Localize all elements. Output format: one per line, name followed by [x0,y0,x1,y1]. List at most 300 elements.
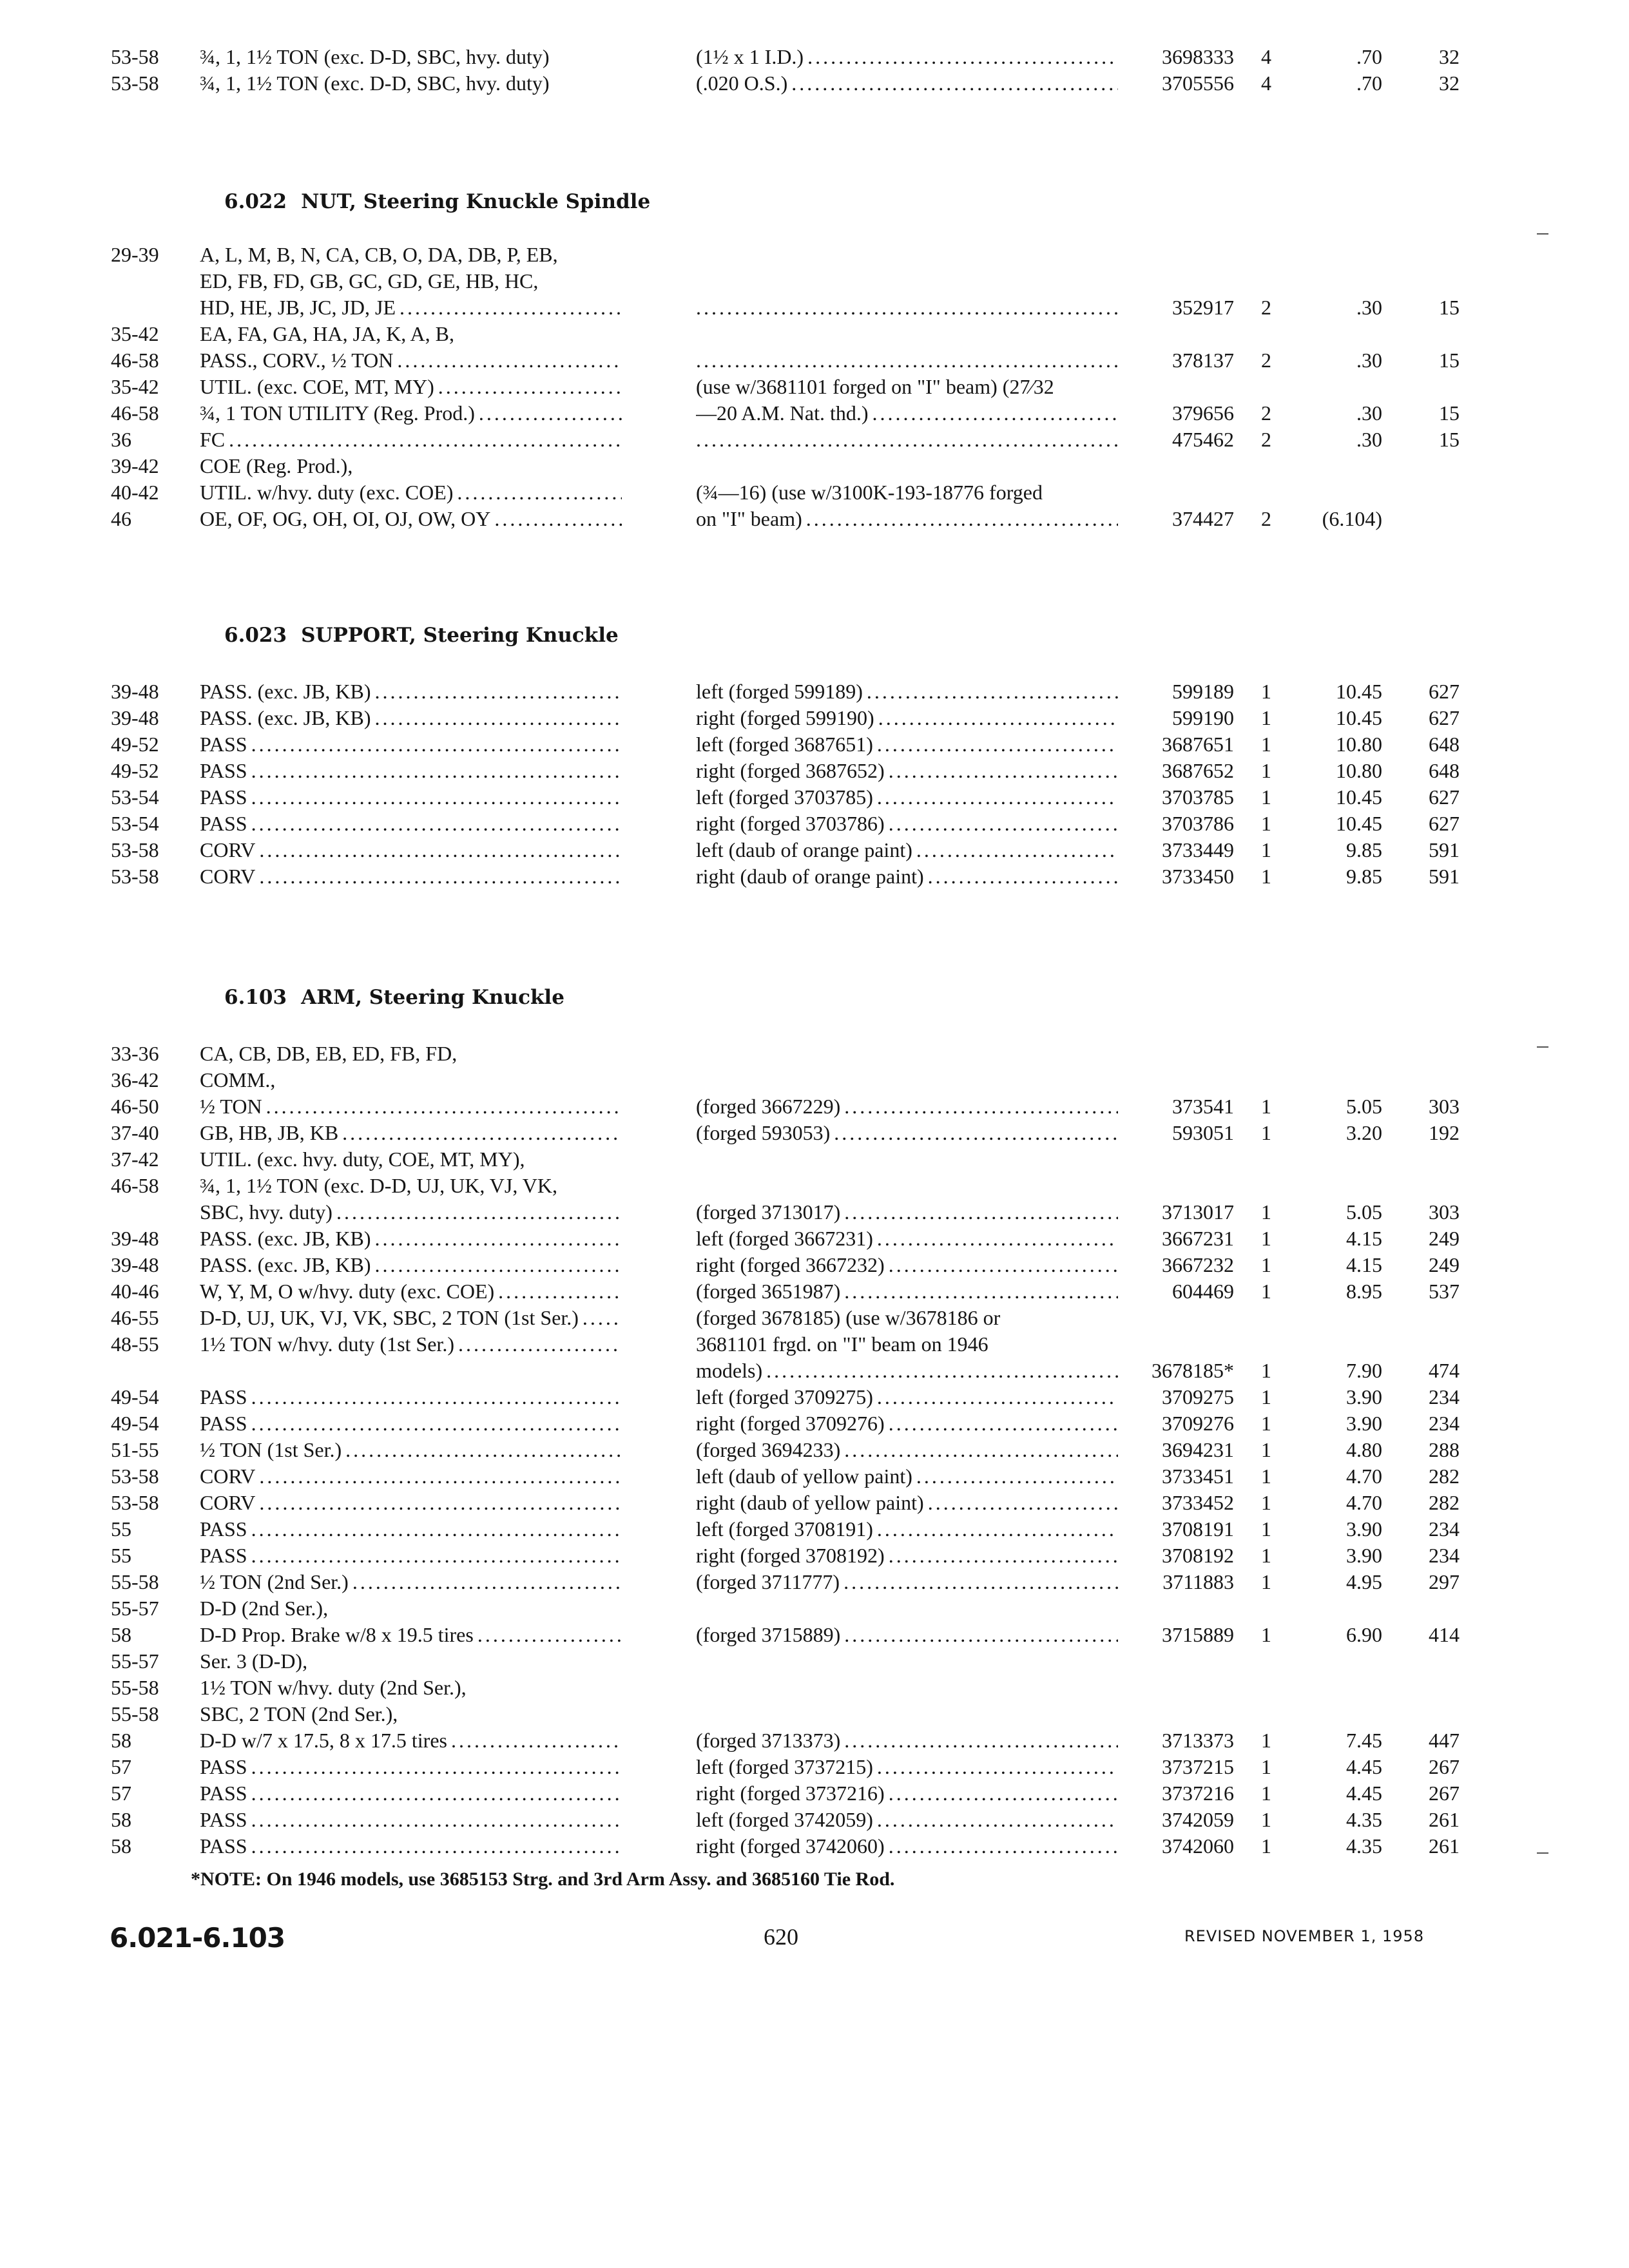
remarks-cell: right (forged 3703786) . . . [696,811,1118,837]
years-cell: 51-55 [111,1438,159,1461]
remarks-cell: (¾—16) (use w/3100K-193-18776 forged [696,481,1043,504]
part-number-cell: 3713373 [1162,1729,1234,1752]
years-cell: 39-42 [111,454,159,477]
model-cell: SBC, 2 TON (2nd Ser.), [200,1702,398,1725]
quantity-cell: 1 [1261,706,1271,729]
years-cell: 39-48 [111,680,159,703]
years-cell: 37-40 [111,1121,159,1144]
table-row [0,44,1629,70]
years-cell: 46 [111,507,131,530]
remarks-cell [696,294,1118,321]
quantity-cell: 1 [1261,1782,1271,1805]
model-cell: ¾, 1, 1½ TON (exc. D-D, UJ, UK, VJ, VK, [200,1174,557,1197]
model-cell: CORV . . . [200,837,622,863]
weight-cell: 414 [1429,1623,1460,1646]
model-cell: ¾, 1, 1½ TON (exc. D-D, SBC, hvy. duty) [200,72,550,95]
price-cell: 3.90 [1346,1385,1382,1408]
model-cell: PASS . . . [200,1516,622,1542]
weight-cell: 15 [1439,349,1460,372]
remarks-cell: (forged 3715889) . . . [696,1622,1118,1648]
weight-cell: 234 [1429,1412,1460,1435]
price-cell: 5.05 [1346,1200,1382,1224]
table-row [0,268,1629,294]
remarks-cell: —20 A.M. Nat. thd.) . . . [696,400,1118,427]
part-number-cell: 599190 [1172,706,1234,729]
part-number-cell: 604469 [1172,1280,1234,1303]
weight-cell: 261 [1429,1834,1460,1858]
years-cell: 55-57 [111,1649,159,1673]
part-number-cell: 3687651 [1162,733,1234,756]
weight-cell: 32 [1439,45,1460,68]
table-row [0,1278,1629,1305]
part-number-cell: 3703785 [1162,785,1234,809]
model-cell: ¾, 1 TON UTILITY (Reg. Prod.) . . . [200,400,622,427]
remarks-cell [696,347,1118,374]
model-cell: UTIL. (exc. COE, MT, MY) . . . [200,374,622,400]
part-number-cell: 593051 [1172,1121,1234,1144]
remarks-cell: (1½ x 1 I.D.) . . . [696,44,1118,70]
quantity-cell: 1 [1261,1412,1271,1435]
table-row [0,1173,1629,1199]
price-cell: 9.85 [1346,865,1382,888]
table-row [0,1675,1629,1701]
table-row [0,1437,1629,1463]
section-heading-6-023 [224,624,619,647]
remarks-cell: left (daub of orange paint) . . . [696,837,1118,863]
years-cell: 53-58 [111,865,159,888]
quantity-cell: 1 [1261,1438,1271,1461]
remarks-cell: left (forged 3737215) . . . [696,1754,1118,1780]
table-row [0,1516,1629,1542]
model-cell: COE (Reg. Prod.), [200,454,353,477]
price-cell: 7.45 [1346,1729,1382,1752]
model-cell: ¾, 1, 1½ TON (exc. D-D, SBC, hvy. duty) [200,45,550,68]
remarks-cell: right (forged 3709276) . . . [696,1410,1118,1437]
part-number-cell: 3742059 [1162,1808,1234,1831]
table-row [0,506,1629,532]
model-cell: D-D Prop. Brake w/8 x 19.5 tires . . . [200,1622,622,1648]
table-row [0,1542,1629,1569]
part-number-cell: 3737216 [1162,1782,1234,1805]
quantity-cell: 1 [1261,1465,1271,1488]
years-cell: 40-46 [111,1280,159,1303]
model-cell: ½ TON (2nd Ser.) . . . [200,1569,622,1595]
remarks-cell: (forged 3678185) (use w/3678186 or [696,1306,1001,1329]
part-number-cell: 3733451 [1162,1465,1234,1488]
years-cell: 57 [111,1782,131,1805]
table-row [0,705,1629,731]
remarks-cell: (.020 O.S.) . . . [696,70,1118,97]
price-cell: 3.90 [1346,1412,1382,1435]
margin-mark [1537,1852,1548,1854]
years-cell: 53-58 [111,72,159,95]
weight-cell: 303 [1429,1200,1460,1224]
quantity-cell: 1 [1261,1200,1271,1224]
model-cell: Ser. 3 (D-D), [200,1649,308,1673]
years-cell: 58 [111,1834,131,1858]
weight-cell: 15 [1439,428,1460,451]
price-cell: .30 [1356,428,1382,451]
table-row [0,1410,1629,1437]
years-cell: 46-58 [111,1174,159,1197]
model-cell: ½ TON . . . [200,1093,622,1120]
part-number-cell: 379656 [1172,401,1234,425]
quantity-cell: 1 [1261,865,1271,888]
table-row [0,400,1629,427]
price-cell: 4.15 [1346,1227,1382,1250]
part-number-cell: 3678185* [1152,1359,1234,1382]
years-cell: 46-58 [111,349,159,372]
model-cell: PASS . . . [200,1833,622,1860]
years-cell: 53-58 [111,1465,159,1488]
price-cell: 7.90 [1346,1359,1382,1382]
years-cell: 53-54 [111,812,159,835]
margin-mark [1537,233,1548,235]
table-row [0,1120,1629,1146]
model-cell: 1½ TON w/hvy. duty (2nd Ser.), [200,1676,467,1699]
weight-cell: 627 [1429,706,1460,729]
weight-cell: 282 [1429,1491,1460,1514]
model-cell: FC . . . [200,427,622,453]
table-row [0,347,1629,374]
part-number-cell: 3708192 [1162,1544,1234,1567]
model-cell: HD, HE, JB, JC, JD, JE . . . [200,294,622,321]
model-cell: PASS. (exc. JB, KB) . . . [200,705,622,731]
model-cell: PASS . . . [200,758,622,784]
table-row [0,758,1629,784]
model-cell: A, L, M, B, N, CA, CB, O, DA, DB, P, EB, [200,243,558,266]
years-cell: 58 [111,1808,131,1831]
years-cell: 49-52 [111,733,159,756]
model-cell: W, Y, M, O w/hvy. duty (exc. COE) . . . [200,1278,622,1305]
table-row [0,1146,1629,1173]
quantity-cell: 1 [1261,1729,1271,1752]
years-cell: 49-54 [111,1412,159,1435]
years-cell: 39-48 [111,706,159,729]
table-row [0,1754,1629,1780]
remarks-cell: (forged 3713373) . . . [696,1727,1118,1754]
weight-cell: 32 [1439,72,1460,95]
part-number-cell: 599189 [1172,680,1234,703]
table-row [0,1727,1629,1754]
price-cell: 4.70 [1346,1491,1382,1514]
weight-cell: 282 [1429,1465,1460,1488]
years-cell: 55-58 [111,1570,159,1593]
quantity-cell: 1 [1261,1808,1271,1831]
weight-cell: 537 [1429,1280,1460,1303]
part-number-cell: 3705556 [1162,72,1234,95]
part-number-cell: 3737215 [1162,1755,1234,1778]
price-cell: .30 [1356,296,1382,319]
remarks-cell [696,427,1118,453]
part-number-cell: 3708191 [1162,1517,1234,1541]
part-number-cell: 352917 [1172,296,1234,319]
model-cell: PASS. (exc. JB, KB) . . . [200,678,622,705]
model-cell: EA, FA, GA, HA, JA, K, A, B, [200,322,454,345]
table-row [0,731,1629,758]
years-cell: 39-48 [111,1253,159,1276]
model-cell: PASS . . . [200,1780,622,1807]
table-row [0,1595,1629,1622]
weight-cell: 249 [1429,1253,1460,1276]
remarks-cell: (forged 3651987) . . . [696,1278,1118,1305]
remarks-cell: left (forged 3687651) . . . [696,731,1118,758]
price-cell: 3.90 [1346,1544,1382,1567]
years-cell: 53-58 [111,838,159,861]
part-number-cell: 3687652 [1162,759,1234,782]
price-cell: 6.90 [1346,1623,1382,1646]
weight-cell: 261 [1429,1808,1460,1831]
model-cell: D-D w/7 x 17.5, 8 x 17.5 tires . . . [200,1727,622,1754]
weight-cell: 15 [1439,401,1460,425]
part-number-cell: 3709275 [1162,1385,1234,1408]
table-row [0,863,1629,890]
years-cell: 46-50 [111,1095,159,1118]
model-cell: PASS. (exc. JB, KB) . . . [200,1225,622,1252]
part-number-cell: 3698333 [1162,45,1234,68]
years-cell: 37-42 [111,1148,159,1171]
years-cell: 35-42 [111,375,159,398]
remarks-cell: right (forged 3737216) . . . [696,1780,1118,1807]
section-title: SUPPORT, Steering Knuckle [301,624,619,647]
price-cell: 10.80 [1336,759,1382,782]
model-cell: UTIL. (exc. hvy. duty, COE, MT, MY), [200,1148,525,1171]
table-row [0,1225,1629,1252]
part-number-cell: 3733452 [1162,1491,1234,1514]
table-row [0,1358,1629,1384]
years-cell: 58 [111,1623,131,1646]
remarks-cell: (forged 3694233) . . . [696,1437,1118,1463]
part-number-cell: 373541 [1172,1095,1234,1118]
model-cell: ½ TON (1st Ser.) . . . [200,1437,622,1463]
price-cell: 4.35 [1346,1808,1382,1831]
price-cell: 4.45 [1346,1782,1382,1805]
years-cell: 55-58 [111,1676,159,1699]
price-cell: 4.15 [1346,1253,1382,1276]
price-cell: .30 [1356,349,1382,372]
section-title: NUT, Steering Knuckle Spindle [301,190,651,213]
section-heading-6-103 [224,986,564,1009]
quantity-cell: 2 [1261,507,1271,530]
quantity-cell: 1 [1261,1385,1271,1408]
table-row [0,1041,1629,1067]
quantity-cell: 1 [1261,1755,1271,1778]
model-cell: OE, OF, OG, OH, OI, OJ, OW, OY . . . [200,506,622,532]
price-cell: 10.45 [1336,812,1382,835]
model-cell: PASS . . . [200,1807,622,1833]
remarks-cell: 3681101 frgd. on "I" beam on 1946 [696,1332,988,1356]
margin-mark [1537,1046,1548,1048]
table-row [0,1093,1629,1120]
weight-cell: 474 [1429,1359,1460,1382]
weight-cell: 234 [1429,1544,1460,1567]
years-cell: 40-42 [111,481,159,504]
quantity-cell: 1 [1261,1570,1271,1593]
part-number-cell: 3713017 [1162,1200,1234,1224]
quantity-cell: 1 [1261,1544,1271,1567]
table-row [0,1622,1629,1648]
model-cell: PASS . . . [200,1542,622,1569]
model-cell: PASS. (exc. JB, KB) . . . [200,1252,622,1278]
weight-cell: 447 [1429,1729,1460,1752]
model-cell: GB, HB, JB, KB . . . [200,1120,622,1146]
remarks-cell: right (forged 3742060) . . . [696,1833,1118,1860]
quantity-cell: 1 [1261,838,1271,861]
remarks-cell: (forged 3711777) . . . [696,1569,1118,1595]
table-row [0,1833,1629,1860]
remarks-cell: (use w/3681101 forged on "I" beam) (27⁄32 [696,375,1054,398]
quantity-cell: 1 [1261,680,1271,703]
years-cell: 48-55 [111,1332,159,1356]
table-row [0,70,1629,97]
years-cell: 46-58 [111,401,159,425]
years-cell: 55-58 [111,1702,159,1725]
table-row [0,1384,1629,1410]
remarks-cell: left (forged 3742059) . . . [696,1807,1118,1833]
years-cell: 55 [111,1517,131,1541]
remarks-cell: left (daub of yellow paint) . . . [696,1463,1118,1490]
remarks-cell: (forged 593053) . . . [696,1120,1118,1146]
table-row [0,678,1629,705]
part-number-cell: 3733450 [1162,865,1234,888]
remarks-cell: models) . . . [696,1358,1118,1384]
price-cell: 8.95 [1346,1280,1382,1303]
years-cell: 57 [111,1755,131,1778]
model-cell: CA, CB, DB, EB, ED, FB, FD, [200,1042,458,1065]
quantity-cell: 1 [1261,1623,1271,1646]
table-row [0,1067,1629,1093]
weight-cell: 249 [1429,1227,1460,1250]
part-number-cell: 3667231 [1162,1227,1234,1250]
years-cell: 29-39 [111,243,159,266]
quantity-cell: 1 [1261,1121,1271,1144]
table-row [0,427,1629,453]
table-row [0,1463,1629,1490]
price-cell: .30 [1356,401,1382,425]
weight-cell: 648 [1429,733,1460,756]
model-cell: 1½ TON w/hvy. duty (1st Ser.) . . . [200,1331,622,1358]
table-row [0,1490,1629,1516]
years-cell: 46-55 [111,1306,159,1329]
table-row [0,294,1629,321]
price-cell: 9.85 [1346,838,1382,861]
price-cell: 3.20 [1346,1121,1382,1144]
remarks-cell: right (daub of yellow paint) . . . [696,1490,1118,1516]
remarks-cell: left (forged 3709275) . . . [696,1384,1118,1410]
price-cell: .70 [1356,45,1382,68]
section-heading-6-022 [224,190,650,213]
years-cell: 53-54 [111,785,159,809]
years-cell: 53-58 [111,1491,159,1514]
model-cell: COMM., [200,1068,276,1091]
remarks-cell: right (forged 3667232) . . . [696,1252,1118,1278]
model-cell: PASS . . . [200,1410,622,1437]
years-cell: 49-52 [111,759,159,782]
quantity-cell: 1 [1261,1227,1271,1250]
section-number: 6.023 [224,624,287,647]
price-cell: 4.80 [1346,1438,1382,1461]
weight-cell: 297 [1429,1570,1460,1593]
remarks-cell: right (forged 3708192) . . . [696,1542,1118,1569]
revision-date: REVISED NOVEMBER 1, 1958 [1184,1927,1425,1945]
quantity-cell: 1 [1261,1095,1271,1118]
part-number-cell: 3694231 [1162,1438,1234,1461]
part-number-cell: 3715889 [1162,1623,1234,1646]
quantity-cell: 2 [1261,349,1271,372]
table-row [0,1331,1629,1358]
remarks-cell: left (forged 3708191) . . . [696,1516,1118,1542]
quantity-cell: 1 [1261,759,1271,782]
remarks-cell: left (forged 3703785) . . . [696,784,1118,811]
model-cell: PASS . . . [200,731,622,758]
section-number: 6.103 [224,986,287,1009]
price-cell: 5.05 [1346,1095,1382,1118]
weight-cell: 234 [1429,1517,1460,1541]
part-number-cell: 3733449 [1162,838,1234,861]
weight-cell: 234 [1429,1385,1460,1408]
table-row [0,1252,1629,1278]
model-cell: D-D, UJ, UK, VJ, VK, SBC, 2 TON (1st Ser.) . . . [200,1305,622,1331]
section-range: 6.021-6.103 [110,1922,285,1954]
model-cell: PASS . . . [200,1754,622,1780]
years-cell: 53-58 [111,45,159,68]
part-number-cell: 475462 [1172,428,1234,451]
weight-cell: 288 [1429,1438,1460,1461]
weight-cell: 267 [1429,1755,1460,1778]
quantity-cell: 2 [1261,296,1271,319]
remarks-cell: (forged 3667229) . . . [696,1093,1118,1120]
price-cell: 4.35 [1346,1834,1382,1858]
model-cell: ED, FB, FD, GB, GC, GD, GE, HB, HC, [200,269,539,293]
part-number-cell: 3709276 [1162,1412,1234,1435]
weight-cell: 648 [1429,759,1460,782]
footnote: *NOTE: On 1946 models, use 3685153 Strg. and 3rd Arm Assy. and 3685160 Tie Rod. [191,1869,895,1890]
quantity-cell: 4 [1261,45,1271,68]
remarks-cell: on "I" beam) . . . [696,506,1118,532]
years-cell: 55 [111,1544,131,1567]
years-cell: 49-54 [111,1385,159,1408]
table-row [0,784,1629,811]
model-cell: PASS . . . [200,1384,622,1410]
price-cell: (6.104) [1322,507,1382,530]
table-row [0,1648,1629,1675]
price-cell: 3.90 [1346,1517,1382,1541]
model-cell: PASS., CORV., ½ TON . . . [200,347,622,374]
years-cell: 33-36 [111,1042,159,1065]
weight-cell: 15 [1439,296,1460,319]
table-row [0,1199,1629,1225]
price-cell: .70 [1356,72,1382,95]
quantity-cell: 1 [1261,1834,1271,1858]
table-row [0,1569,1629,1595]
model-cell: CORV . . . [200,863,622,890]
years-cell: 36-42 [111,1068,159,1091]
model-cell: PASS . . . [200,811,622,837]
table-row [0,811,1629,837]
weight-cell: 192 [1429,1121,1460,1144]
remarks-cell: right (forged 599190) . . . [696,705,1118,731]
quantity-cell: 2 [1261,401,1271,425]
weight-cell: 591 [1429,865,1460,888]
table-row [0,374,1629,400]
weight-cell: 267 [1429,1782,1460,1805]
quantity-cell: 2 [1261,428,1271,451]
price-cell: 4.95 [1346,1570,1382,1593]
quantity-cell: 1 [1261,812,1271,835]
table-row [0,1305,1629,1331]
price-cell: 10.45 [1336,785,1382,809]
weight-cell: 303 [1429,1095,1460,1118]
